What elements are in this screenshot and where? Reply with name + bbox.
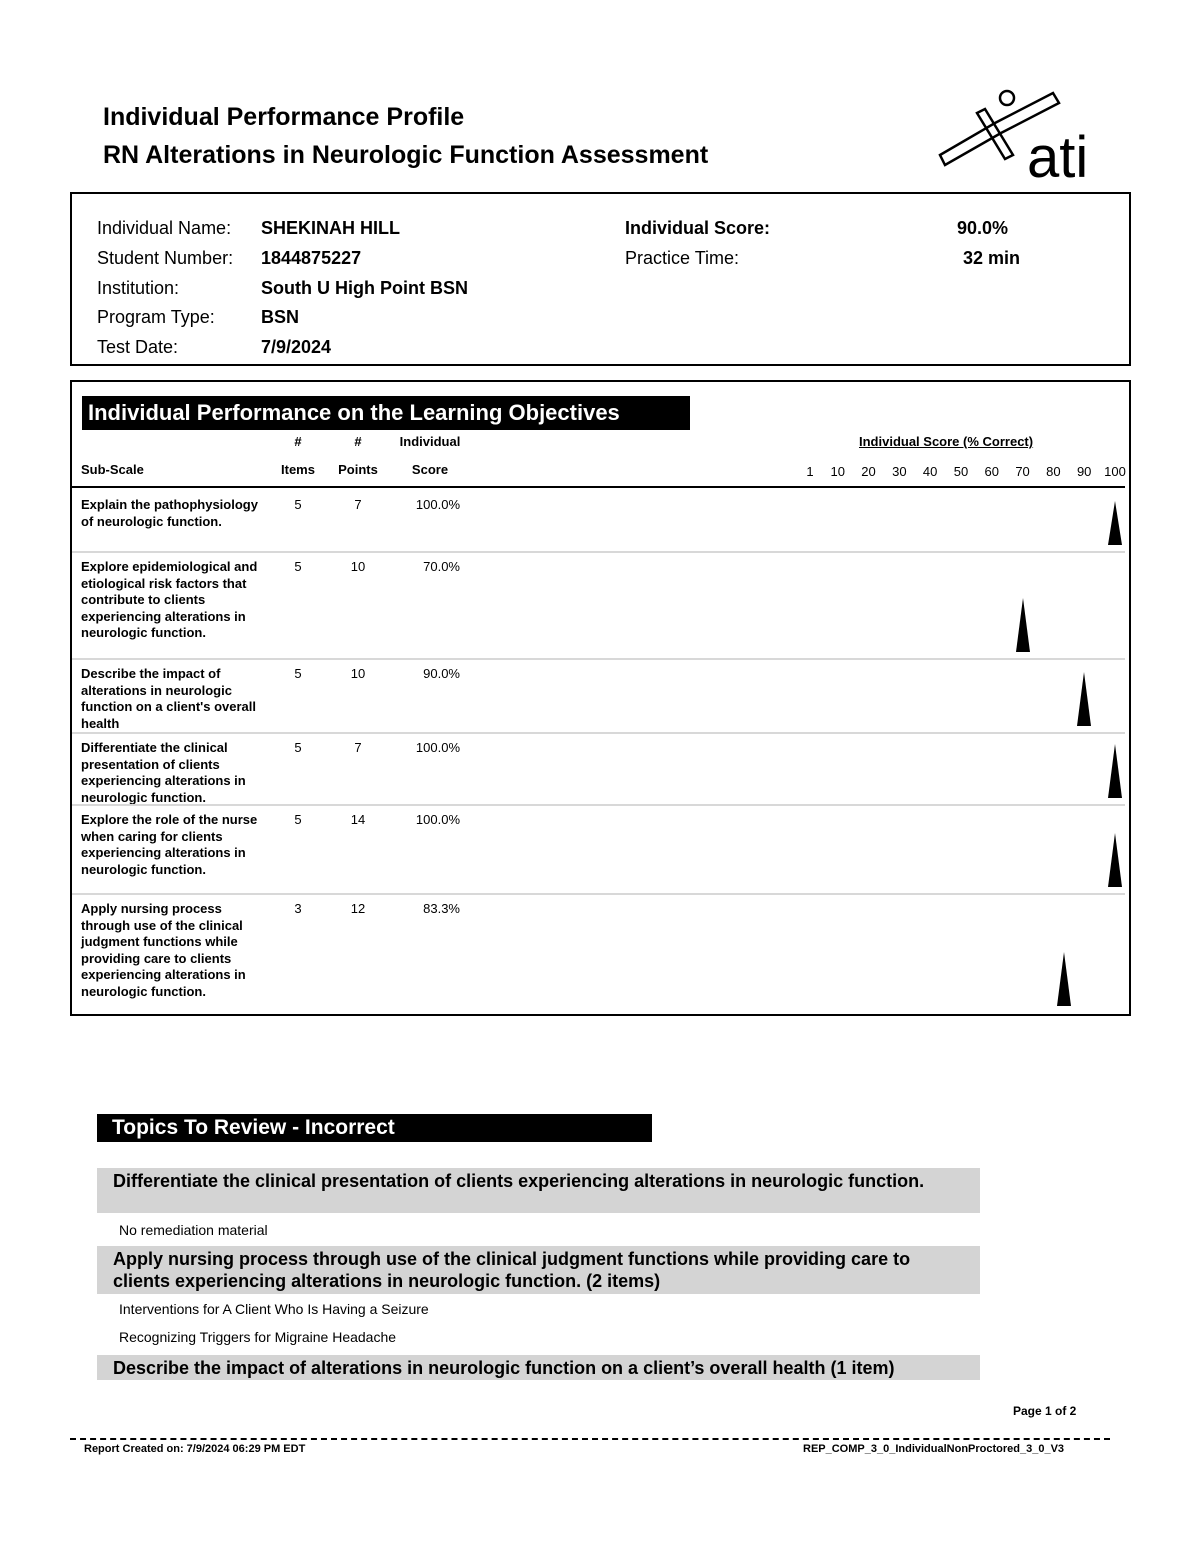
score-header-top: Individual — [399, 434, 461, 449]
points-count: 7 — [354, 740, 362, 755]
program-type-label: Program Type: — [97, 307, 215, 327]
row-divider — [72, 893, 1125, 895]
scale-tick: 50 — [953, 464, 969, 479]
items-header: Items — [281, 462, 315, 477]
report-title: Individual Performance Profile — [103, 103, 465, 131]
header-rule — [72, 486, 1125, 488]
report-created: Report Created on: 7/9/2024 06:29 PM EDT — [84, 1443, 306, 1455]
items-count: 5 — [294, 812, 302, 827]
name-label: Individual Name: — [97, 218, 232, 238]
scale-tick: 60 — [984, 464, 999, 479]
subscale-name: Explain the pathophysiology of neurologic function. — [81, 497, 258, 529]
report-code: REP_COMP_3_0_IndividualNonProctored_3_0_V3 — [803, 1443, 1065, 1455]
test-date-value: 7/9/2024 — [261, 337, 332, 357]
topic-item[interactable]: Recognizing Triggers for Migraine Headache — [119, 1329, 397, 1345]
row-divider — [72, 732, 1125, 734]
row-score: 100.0% — [415, 812, 460, 827]
scale-title: Individual Score (% Correct) — [859, 434, 1034, 449]
items-count: 5 — [294, 497, 302, 512]
items-header-top: # — [294, 434, 302, 449]
scale-tick: 1 — [806, 464, 814, 479]
scale-tick: 10 — [830, 464, 845, 479]
points-count: 14 — [350, 812, 366, 827]
items-count: 3 — [294, 901, 302, 916]
points-count: 12 — [350, 901, 366, 916]
topic-heading: Apply nursing process through use of the clinical judgment functions while providing care to clients experiencing alterations in neurologic function. (2 items) — [97, 1246, 980, 1294]
institution-label: Institution: — [97, 278, 180, 298]
items-count: 5 — [294, 666, 302, 681]
score-marker — [1106, 833, 1124, 887]
page-number: Page 1 of 2 — [1013, 1404, 1077, 1418]
topic-heading: Differentiate the clinical presentation of clients experiencing alterations in neurologic function. — [97, 1168, 980, 1213]
items-count: 5 — [294, 559, 302, 574]
topic-item: No remediation material — [119, 1222, 268, 1238]
points-header: Points — [338, 462, 378, 477]
topic-heading: Describe the impact of alterations in neurologic function on a client’s overall health (1 item) — [97, 1355, 980, 1380]
points-count: 10 — [350, 666, 366, 681]
scale-tick: 80 — [1046, 464, 1061, 479]
practice-time-label: Practice Time: — [625, 248, 740, 268]
subscale-header: Sub-Scale — [81, 462, 144, 477]
score-marker — [1014, 598, 1032, 652]
student-number-value: 1844875227 — [261, 248, 362, 268]
individual-score-label: Individual Score: — [625, 218, 771, 238]
learning-objectives-banner: Individual Performance on the Learning Objectives — [82, 396, 690, 430]
score-header: Score — [411, 462, 449, 477]
row-score: 83.3% — [423, 901, 460, 916]
assessment-title: RN Alterations in Neurologic Function Assessment — [103, 141, 709, 169]
score-marker — [1075, 672, 1093, 726]
student-number-label: Student Number: — [97, 248, 234, 268]
points-header-top: # — [354, 434, 362, 449]
scale-tick: 40 — [922, 464, 938, 479]
subscale-name: Describe the impact of alterations in neurologic function on a client's overall health — [81, 666, 257, 731]
scale-tick: 20 — [861, 464, 876, 479]
scale-tick: 100 — [1104, 464, 1126, 479]
row-score: 90.0% — [423, 666, 460, 681]
ati-logo — [935, 85, 1110, 185]
student-info-box — [70, 192, 1131, 366]
program-type-value: BSN — [261, 307, 300, 327]
subscale-name: Explore epidemiological and etiological risk factors that contribute to clients experiencing alterations in neurologic function. — [81, 559, 258, 640]
footer-divider — [70, 1438, 1110, 1440]
svg-text:ati: ati — [1027, 125, 1089, 185]
topics-banner: Topics To Review - Incorrect — [97, 1114, 652, 1142]
test-date-label: Test Date: — [97, 337, 179, 357]
name-value: SHEKINAH HILL — [261, 218, 400, 238]
subscale-name: Differentiate the clinical presentation of clients experiencing alterations in neurologic function. — [81, 740, 246, 805]
row-divider — [72, 804, 1125, 806]
score-marker — [1106, 744, 1124, 798]
row-divider — [72, 551, 1125, 553]
topic-item[interactable]: Interventions for A Client Who Is Having a Seizure — [119, 1301, 429, 1317]
learning-objectives-table — [70, 380, 1131, 1016]
scale-tick: 30 — [892, 464, 907, 479]
score-marker — [1106, 501, 1124, 545]
subscale-name: Explore the role of the nurse when caring for clients experiencing alterations in neurologic function. — [81, 812, 258, 877]
subscale-name: Apply nursing process through use of the clinical judgment functions while providing care to clients experiencing alterations in neurologic function. — [81, 901, 246, 999]
items-count: 5 — [294, 740, 302, 755]
row-score: 70.0% — [423, 559, 460, 574]
row-divider — [72, 658, 1125, 660]
points-count: 10 — [350, 559, 366, 574]
points-count: 7 — [354, 497, 362, 512]
institution-value: South U High Point BSN — [261, 278, 468, 298]
scale-tick: 90 — [1076, 464, 1092, 479]
practice-time-value: 32 min — [963, 248, 1021, 268]
score-marker — [1055, 952, 1073, 1006]
row-score: 100.0% — [415, 497, 460, 512]
individual-score-value: 90.0% — [957, 218, 1009, 238]
row-score: 100.0% — [415, 740, 460, 755]
scale-tick: 70 — [1015, 464, 1030, 479]
